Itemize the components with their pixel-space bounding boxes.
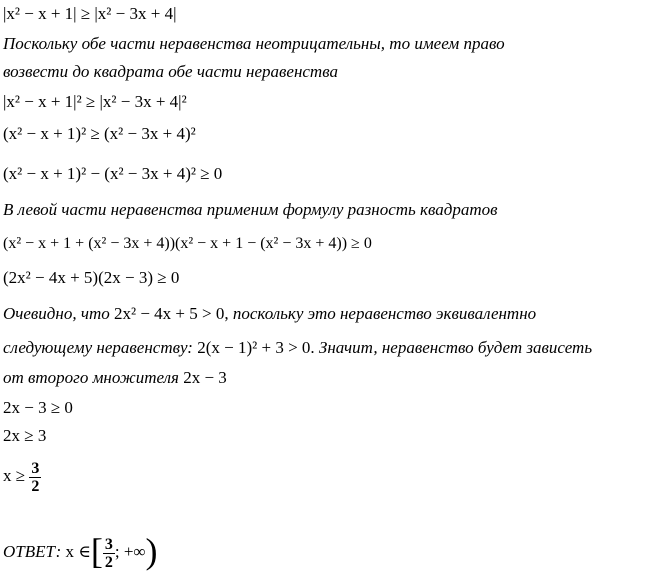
solution-denominator: 2: [31, 477, 40, 495]
answer-numerator: 3: [104, 535, 113, 553]
answer-line: [3, 530, 158, 574]
line-difference: (x² − x + 1)² − (x² − 3x + 4)² ≥ 0: [3, 164, 223, 183]
text-6a: от второго множителя: [3, 368, 179, 387]
answer-fraction: [103, 536, 115, 571]
line-solution: [3, 456, 41, 496]
solution-prefix: x ≥: [3, 466, 26, 485]
line-factored: (x² − x + 1 + (x² − 3x + 4))(x² − x + 1 − (x² − 3x + 4)) ≥ 0: [3, 235, 372, 252]
text-5b: Значит, неравенство будет зависеть: [318, 338, 593, 357]
solution-numerator: 3: [31, 459, 40, 477]
line-squared: (x² − x + 1)² ≥ (x² − 3x + 4)²: [3, 124, 196, 143]
line-squared-abs: |x² − x + 1|² ≥ |x² − 3x + 4|²: [3, 92, 187, 111]
text-explanation-3: В левой части неравенства применим формулу разность квадратов: [3, 200, 498, 219]
text-explanation-6: [3, 368, 227, 388]
answer-open-bracket: [: [90, 531, 103, 571]
text-4a: Очевидно, что: [3, 304, 110, 323]
line-linear-2: 2x ≥ 3: [3, 426, 47, 445]
answer-denominator: 2: [104, 553, 113, 571]
answer-tail: ; +∞: [114, 542, 146, 561]
math-4: 2x² − 4x + 5 > 0,: [113, 304, 229, 323]
line-original-inequality: |x² − x + 1| ≥ |x² − 3x + 4|: [3, 4, 177, 23]
math-6: 2x − 3: [183, 368, 227, 387]
answer-close-paren: ): [145, 531, 158, 571]
solution-fraction: [29, 460, 41, 495]
text-explanation-5: [3, 338, 592, 358]
line-simplified: (2x² − 4x + 5)(2x − 3) ≥ 0: [3, 268, 180, 287]
answer-label: ОТВЕТ:: [3, 542, 62, 561]
answer-x: x ∈: [65, 542, 91, 561]
math-5: 2(x − 1)² + 3 > 0.: [197, 338, 315, 357]
text-explanation-2: возвести до квадрата обе части неравенства: [3, 62, 338, 81]
line-linear: 2x − 3 ≥ 0: [3, 398, 73, 417]
text-5a: следующему неравенству:: [3, 338, 193, 357]
text-explanation-1: Поскольку обе части неравенства неотрицательны, то имеем право: [3, 34, 505, 53]
text-4b: поскольку это неравенство эквивалентно: [232, 304, 537, 323]
text-explanation-4: [3, 304, 536, 324]
